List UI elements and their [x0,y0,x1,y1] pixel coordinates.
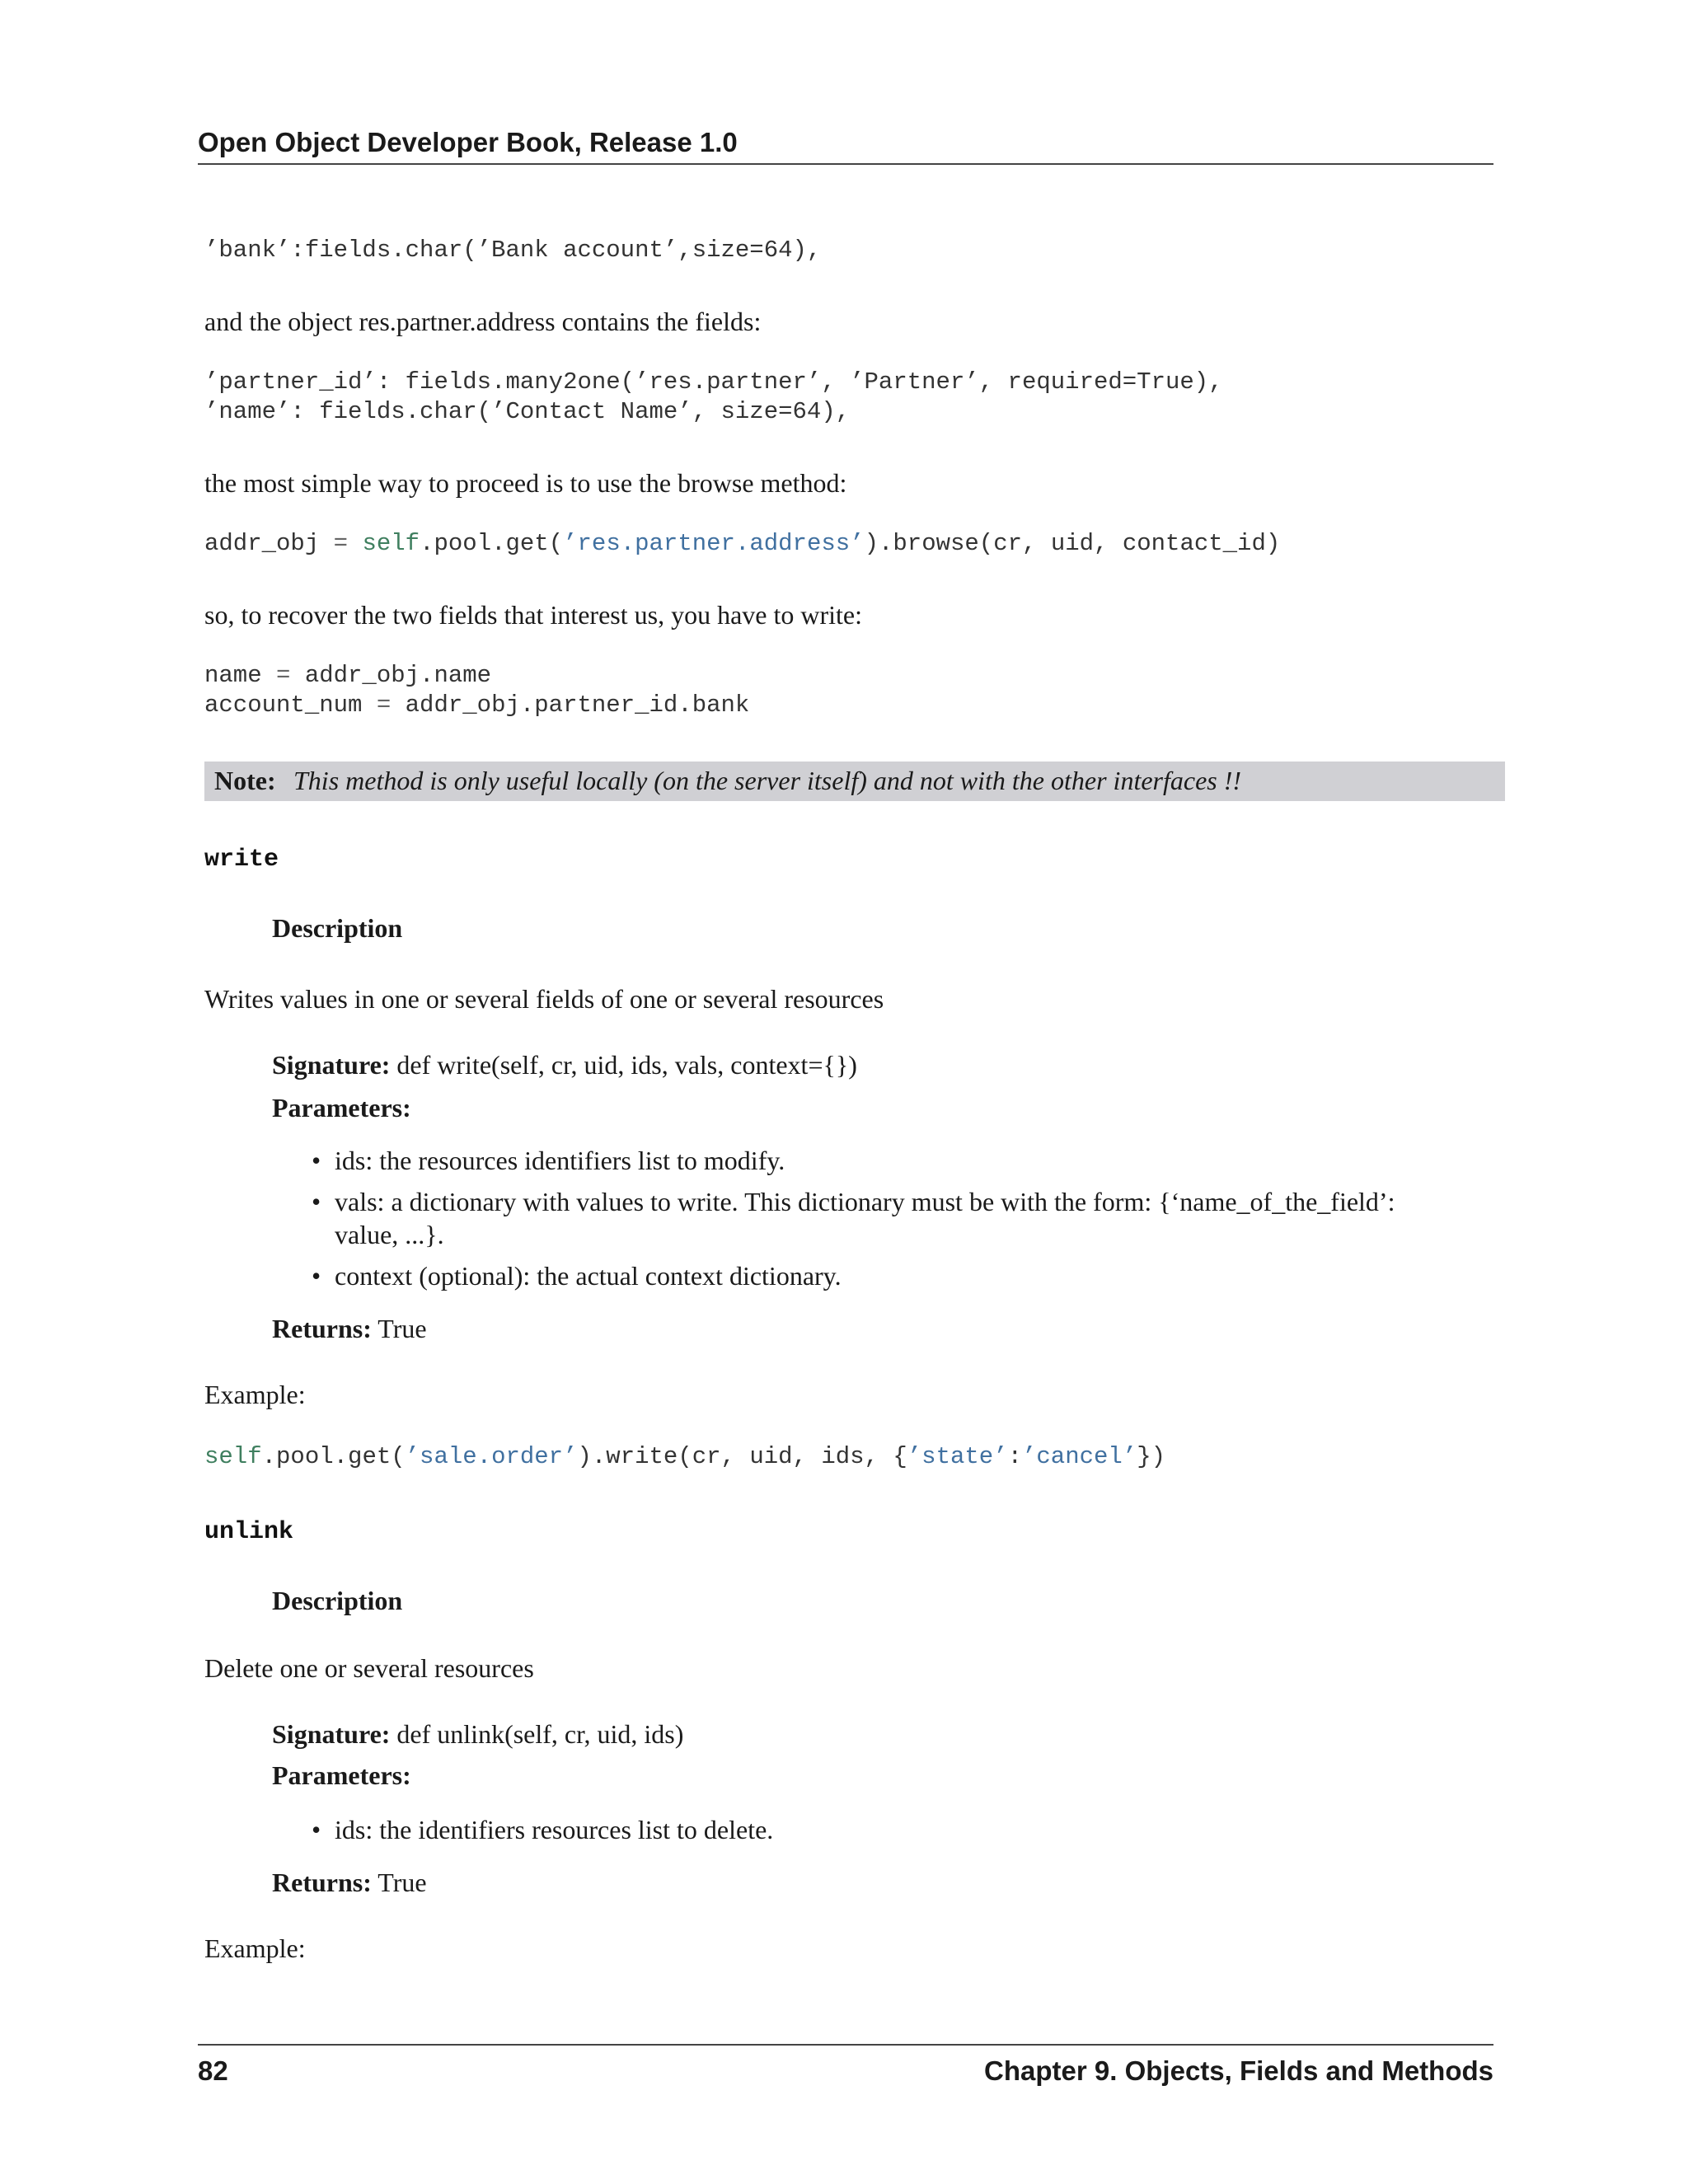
code-write-example: self.pool.get(’sale.order’).write(cr, uid, ids, {’state’:’cancel’}) [204,1443,1166,1470]
code-name-field: ’name’: fields.char(’Contact Name’, size=64), [204,398,851,425]
note-label: Note: [214,766,276,795]
code-name-assign: name = addr_obj.name [204,662,492,689]
note-text: This method is only useful locally (on the server itself) and not with the other interfaces !! [293,766,1242,795]
unlink-description: Delete one or several resources [204,1653,534,1683]
write-signature: Signature: def write(self, cr, uid, ids, vals, context={}) [272,1050,857,1080]
code-browse-call: addr_obj = self.pool.get(’res.partner.address’).browse(cr, uid, contact_id) [204,530,1281,557]
unlink-parameters-label: Parameters: [272,1760,411,1790]
write-description-heading: Description [272,913,403,943]
unlink-description-heading: Description [272,1586,403,1615]
unlink-signature: Signature: def unlink(self, cr, uid, ids) [272,1719,684,1749]
unlink-returns: Returns: True [272,1868,427,1897]
chapter-title: Chapter 9. Objects, Fields and Methods [984,2055,1493,2086]
unlink-example-label: Example: [204,1933,306,1963]
code-account-assign: account_num = addr_obj.partner_id.bank [204,691,750,719]
write-example-label: Example: [204,1380,306,1409]
method-name-write: write [204,846,279,874]
paragraph-browse-method: the most simple way to proceed is to use the browse method: [204,468,847,498]
write-description: Writes values in one or several fields of one or several resources [204,984,884,1014]
paragraph-recover-fields: so, to recover the two fields that interest us, you have to write: [204,600,863,630]
method-name-unlink: unlink [204,1518,294,1546]
write-returns: Returns: True [272,1314,427,1343]
note-box [204,762,1505,801]
page-number: 82 [198,2055,228,2086]
document-page: Open Object Developer Book, Release 1.0 ’bank’:fields.char(’Bank account’,size=64), and the object res.partner.address contains the fields: ’partner_id’: fields.many2one(’res.partner’, ’Partner’, required=True), ’name’: fields.char(’Contact Name’, size=64), the most simple way to proceed is to use the browse method: addr_obj = self.pool.get(’res.partner.address’).browse(cr, uid, contact_id) so, to recover the two fields that interest us, you have to write: name = addr_obj.name account_num = addr_obj.partner_id.bank Note: This method is only useful locally (on the server itself) and not with the other interfaces !! write Description Writes values in one or several fields of one or several resources Signature: def write(self, cr, uid, ids, vals, context={}) Parameters: • ids: the resources identifiers list to modify. • vals: a dictionary with values to write. This dictionary must be with the form: {‘name_of_the_field’: value, ...}. • context (optional): the actual context dictionary. Returns: True Example: self.pool.get(’sale.order’).write(cr, uid, ids, {’state’:’cancel’}) unlink Description Delete one or several resources Signature: def unlink(self, cr, uid, ids) Parameters: • ids: the identifiers resources list to delete. Returns: True Example: 82 Chapter 9. Objects, Fields and Methods [0,0,1688,2184]
write-parameters-label: Parameters: [272,1093,411,1122]
code-partner-id-field: ’partner_id’: fields.many2one(’res.partner’, ’Partner’, required=True), [204,368,1223,396]
paragraph-address-fields: and the object res.partner.address contains the fields: [204,307,762,336]
page-header [198,124,1493,165]
page-footer [198,2044,1493,2095]
code-bank-field: ’bank’:fields.char(’Bank account’,size=64), [204,237,822,264]
header-title: Open Object Developer Book, Release 1.0 [198,127,738,157]
